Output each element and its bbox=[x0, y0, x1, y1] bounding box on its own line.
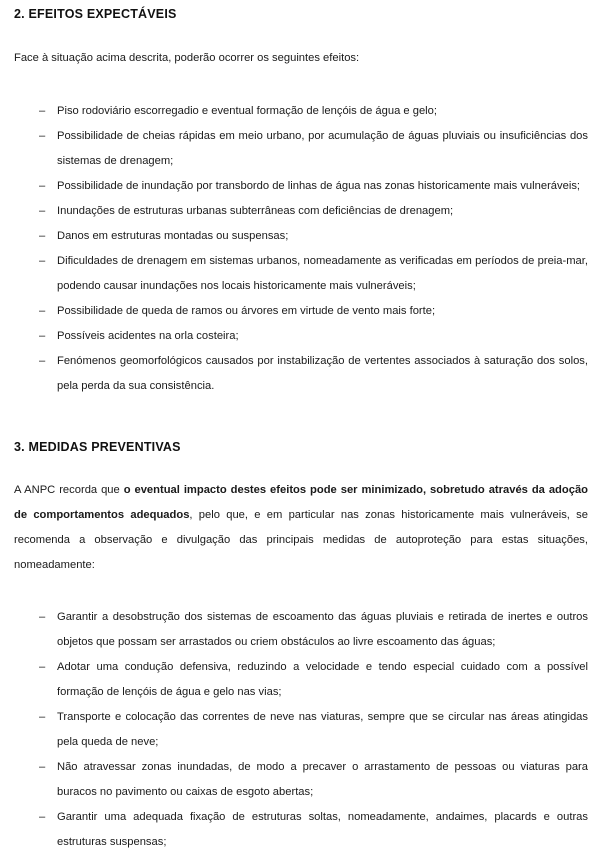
list-item bbox=[14, 755, 588, 805]
dash-marker-icon: – bbox=[39, 180, 46, 192]
intro-text-emphasis: o eventual impacto destes efeitos pode ser minimizado, sobretudo através da adoção de comportamentos adequados bbox=[14, 484, 588, 521]
list-item bbox=[14, 199, 588, 224]
dash-marker-icon: – bbox=[39, 305, 46, 317]
spacer bbox=[14, 455, 588, 478]
list-item-text: Fenómenos geomorfológicos causados por instabilização de vertentes associados à saturação dos solos, pela perda da sua consistência. bbox=[57, 355, 588, 392]
list-item-text: Inundações de estruturas urbanas subterrâneas com deficiências de drenagem; bbox=[57, 205, 454, 217]
spacer bbox=[14, 22, 588, 46]
section-intro-paragraph-medidas bbox=[14, 478, 588, 578]
list-item-text: Adotar uma condução defensiva, reduzindo a velocidade e tendo especial cuidado com a possível formação de lençóis de água e gelo nas vias; bbox=[57, 661, 588, 698]
dash-marker-icon: – bbox=[39, 330, 46, 342]
list-item-text: Garantir uma adequada fixação de estruturas soltas, nomeadamente, andaimes, placards e outras estruturas suspensas; bbox=[57, 811, 588, 848]
dash-marker-icon: – bbox=[39, 130, 46, 142]
list-item-text: Possibilidade de inundação por transbordo de linhas de água nas zonas historicamente mais vulneráveis; bbox=[57, 180, 581, 192]
spacer bbox=[14, 71, 588, 99]
list-item bbox=[14, 655, 588, 705]
dash-marker-icon: – bbox=[39, 355, 46, 367]
intro-text-tail: , pelo que, e em particular nas zonas historicamente mais vulneráveis, se recomenda a observação e divulgação das principais medidas de autoproteção para estas situações, nomeadamente: bbox=[14, 509, 588, 571]
list-item bbox=[14, 324, 588, 349]
list-item bbox=[14, 805, 588, 855]
list-item-text: Piso rodoviário escorregadio e eventual formação de lençóis de água e gelo; bbox=[57, 105, 437, 117]
dash-marker-icon: – bbox=[39, 255, 46, 267]
dash-marker-icon: – bbox=[39, 661, 46, 673]
spacer bbox=[14, 578, 588, 605]
list-item bbox=[14, 605, 588, 655]
intro-text-lead: A ANPC recorda que bbox=[14, 484, 124, 496]
list-item-text: Possibilidade de queda de ramos ou árvores em virtude de vento mais forte; bbox=[57, 305, 436, 317]
dash-marker-icon: – bbox=[39, 811, 46, 823]
preventive-measures-bullet-list bbox=[14, 605, 588, 855]
list-item bbox=[14, 224, 588, 249]
list-item bbox=[14, 99, 588, 124]
section-heading-efeitos-expectaveis: 2. EFEITOS EXPECTÁVEIS bbox=[14, 7, 177, 21]
list-item bbox=[14, 124, 588, 174]
section-heading-medidas-preventivas: 3. MEDIDAS PREVENTIVAS bbox=[14, 440, 181, 454]
list-item bbox=[14, 705, 588, 755]
dash-marker-icon: – bbox=[39, 230, 46, 242]
list-item-text: Possíveis acidentes na orla costeira; bbox=[57, 330, 239, 342]
list-item-text: Não atravessar zonas inundadas, de modo a precaver o arrastamento de pessoas ou viaturas para buracos no pavimento ou caixas de esgoto abertas; bbox=[57, 761, 588, 798]
list-item bbox=[14, 349, 588, 399]
dash-marker-icon: – bbox=[39, 611, 46, 623]
dash-marker-icon: – bbox=[39, 205, 46, 217]
effects-bullet-list bbox=[14, 99, 588, 399]
list-item-text: Danos em estruturas montadas ou suspensas; bbox=[57, 230, 289, 242]
spacer bbox=[14, 399, 588, 439]
dash-marker-icon: – bbox=[39, 105, 46, 117]
list-item bbox=[14, 174, 588, 199]
list-item-text: Transporte e colocação das correntes de neve nas viaturas, sempre que se circular nas áreas atingidas pela queda de neve; bbox=[57, 711, 588, 748]
list-item-text: Possibilidade de cheias rápidas em meio urbano, por acumulação de águas pluviais ou insuficiências dos sistemas de drenagem; bbox=[57, 130, 588, 167]
dash-marker-icon: – bbox=[39, 711, 46, 723]
list-item-text: Garantir a desobstrução dos sistemas de escoamento das águas pluviais e retirada de inertes e outros objetos que possam ser arrastados ou criem obstáculos ao livre escoamento das águas; bbox=[57, 611, 588, 648]
section-intro-paragraph-efeitos: Face à situação acima descrita, poderão ocorrer os seguintes efeitos: bbox=[14, 52, 360, 64]
list-item bbox=[14, 299, 588, 324]
list-item-text: Dificuldades de drenagem em sistemas urbanos, nomeadamente as verificadas em períodos de preia-mar, podendo causar inundações nos locais historicamente mais vulneráveis; bbox=[57, 255, 588, 292]
list-item bbox=[14, 249, 588, 299]
dash-marker-icon: – bbox=[39, 761, 46, 773]
